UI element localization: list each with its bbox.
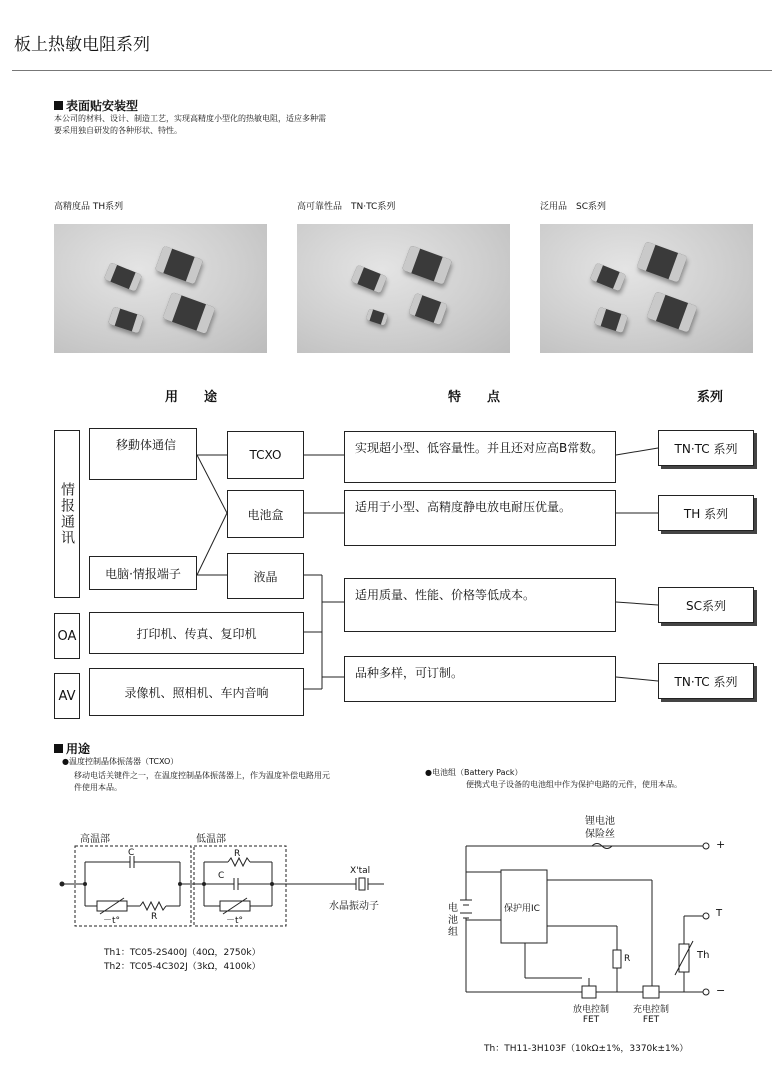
use-printer-fax-label: 打印机、传真、复印机 — [136, 626, 257, 641]
feature-3-text: 适用质量、性能、价格等低成本。 — [355, 588, 536, 602]
low-temp-label: 低温部 — [196, 834, 226, 845]
thermistor-t-label-high: －t° — [103, 916, 121, 926]
terminal-t-label: T — [716, 908, 723, 919]
charge-fet-line2: FET — [642, 1015, 660, 1025]
series-th-label: TH 系列 — [683, 506, 729, 521]
smd-desc-line2: 要采用独自研发的各种形状、特性。 — [54, 126, 182, 135]
category-oa-label: OA — [57, 628, 77, 644]
series-tntc-1-label: TN·TC 系列 — [674, 441, 738, 456]
discharge-fet-line1: 放电控制 — [572, 1005, 609, 1015]
resistor-r-label: R — [624, 954, 631, 964]
smd-desc-line1: 本公司的材料、设计、制造工艺，实现高精度小型化的热敏电阻，适应多种需 — [54, 114, 326, 123]
use-video-camera-audio-label: 录像机、照相机、车内音响 — [124, 685, 269, 700]
feature-2-text: 适用于小型、高精度静电放电耐压优量。 — [355, 500, 572, 514]
header-series: 系列 — [697, 390, 724, 405]
device-lcd-label: 液晶 — [253, 569, 278, 584]
header-feature: 特 点 — [448, 390, 501, 405]
feature-4-text: 品种多样，可订制。 — [355, 666, 464, 680]
thermistor-th-label: Th — [697, 950, 710, 961]
charge-fet-label — [627, 1002, 675, 1025]
tcxo-desc-line2: 件使用本品。 — [74, 783, 122, 792]
product-caption-tntc: 高可靠性品 TN·TC系列 — [297, 202, 396, 212]
high-temp-label: 高温部 — [80, 834, 110, 845]
battery-description: 便携式电子设备的电池组中作为保护电路的元件，使用本品。 — [466, 780, 682, 789]
category-av-label: AV — [58, 688, 76, 704]
thermistor-t-label-low: －t° — [226, 916, 244, 926]
battery-bullet: ●电池组（Battery Pack） — [425, 768, 523, 777]
use-pc-terminal-label: 电脑·情报端子 — [105, 566, 181, 581]
smd-heading-text: 表面贴安装型 — [66, 99, 139, 113]
series-sc-label: SC系列 — [686, 598, 726, 613]
protection-ic-label: 保护用IC — [504, 904, 540, 914]
feature-1-text: 实现超小型、低容量性。并且还对应高B常数。 — [355, 441, 604, 455]
capacitor-c-label-low: C — [218, 871, 225, 881]
device-battery-box-label: 电池盒 — [247, 507, 284, 522]
product-caption-sc: 泛用品 SC系列 — [540, 202, 606, 212]
capacitor-c-label-high: C — [128, 848, 135, 858]
resistor-r-label-high: R — [151, 912, 158, 922]
header-use: 用 途 — [165, 390, 218, 405]
terminal-minus-label: − — [716, 984, 726, 997]
terminal-plus-label: + — [716, 838, 726, 851]
category-info-comm-label: 情报通讯 — [59, 482, 75, 546]
use-mobile-comm-label: 移動体通信 — [116, 438, 177, 452]
tcxo-desc-line1: 移动电话关键件之一，在温度控制晶体振荡器上，作为温度补偿电路用元 — [74, 771, 330, 780]
page-title: 板上热敏电阻系列 — [14, 35, 150, 55]
battery-label: 电池组 — [448, 903, 458, 938]
th2-spec: Th2：TC05-4C302J（3kΩ，4100k） — [104, 962, 261, 972]
fuse-label-line1: 锂电池 — [585, 816, 615, 827]
tcxo-bullet: ●温度控制晶体振荡器（TCXO） — [62, 757, 179, 766]
series-tntc-2-label: TN·TC 系列 — [674, 674, 738, 689]
th1-spec: Th1：TC05-2S400J（40Ω，2750k） — [104, 948, 261, 958]
discharge-fet-label — [567, 1002, 615, 1025]
xtal-name-label: 水晶振动子 — [329, 901, 379, 912]
battery-th-spec: Th：TH11-3H103F（10kΩ±1%，3370k±1%） — [484, 1044, 689, 1054]
applications-heading-text: 用途 — [66, 742, 91, 756]
device-tcxo-label: TCXO — [249, 448, 282, 462]
fuse-label-line2: 保险丝 — [585, 829, 615, 840]
xtal-label: X'tal — [350, 866, 371, 876]
charge-fet-line1: 充电控制 — [632, 1005, 669, 1015]
discharge-fet-line2: FET — [582, 1015, 600, 1025]
product-caption-th: 高精度品 TH系列 — [54, 202, 124, 212]
resistor-r-label-low: R — [234, 849, 241, 859]
